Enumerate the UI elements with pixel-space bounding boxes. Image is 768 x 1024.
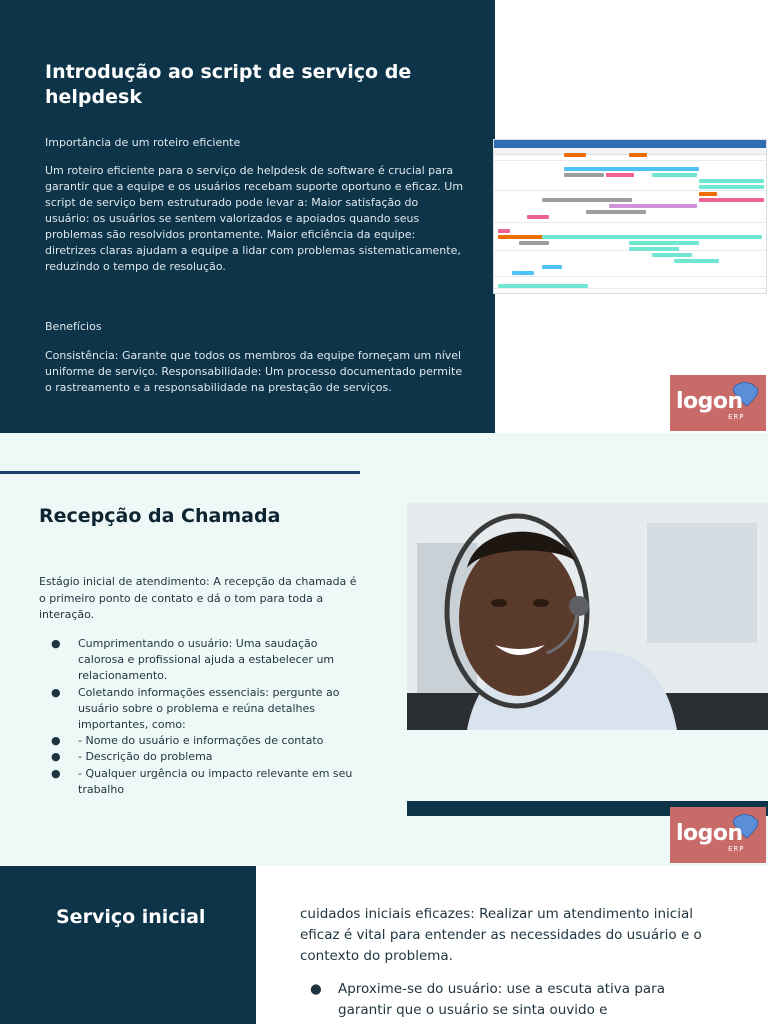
slide-intro [0,0,768,433]
bullet-icon: ● [51,734,61,748]
gantt-task-bar [498,235,543,239]
list-item-text: - Nome do usuário e informações de contato [78,734,324,748]
gantt-task-bar [542,265,562,269]
bullet-icon: ● [51,637,61,650]
list-item [300,979,710,1021]
gantt-task-bar [652,173,697,177]
list-item [39,766,359,798]
gantt-task-bar [652,253,692,257]
intro-panel [0,0,495,433]
bullet-icon: ● [51,685,61,699]
slide-initial-service [0,866,768,1024]
gantt-task-bar [674,259,719,263]
list-item-text: - Qualquer urgência ou impacto relevante em seu trabalho [78,766,353,796]
gantt-task-bar [519,241,549,245]
list-item [39,685,359,734]
gantt-task-bar [498,229,510,233]
gantt-task-bar [609,204,697,208]
gantt-task-bar [629,241,699,245]
gantt-toolbar [494,140,766,148]
section-paragraph: cuidados iniciais eficazes: Realizar um atendimento inicial eficaz é vital para entender as necessidades do usuário e o contexto do problema. [300,906,702,964]
logon-erp-logo [670,807,766,863]
section-subtitle: Importância de um roteiro eficiente [45,136,241,149]
gantt-task-bar [606,173,634,177]
gantt-task-bar [498,284,588,288]
logo-text: logon [676,821,743,846]
benefits-paragraph: Consistência: Garante que todos os membros da equipe forneçam um nível uniforme de serviço. Responsabilidade: Um processo documentado permite o rastreamento e a responsabilidade na prestação de serviços. [45,349,463,394]
accent-divider [0,471,360,474]
list-item-text: Aproxime-se do usuário: use a escuta ativa para garantir que o usuário se sinta ouvido e [338,981,665,1018]
logo-subtext: ERP [728,413,745,421]
section-title: Recepção da Chamada [39,505,281,527]
bullet-icon: ● [310,981,322,997]
logo-subtext: ERP [728,845,745,853]
gantt-task-bar [564,167,699,171]
section-panel [0,866,256,1024]
gantt-task-bar [629,153,647,157]
bullet-list [39,636,359,798]
gantt-task-bar [542,235,762,239]
logo-text: logon [676,389,743,414]
bullet-icon: ● [51,766,61,780]
gantt-task-bar [512,271,534,275]
gantt-task-bar [699,198,764,202]
list-item-text: Cumprimentando o usuário: Uma saudação calorosa e profissional ajuda a estabelecer um relacionamento. [78,637,335,683]
bullet-list [300,979,710,1021]
gantt-task-bar [629,247,679,251]
gantt-task-bar [564,153,586,157]
list-item-text: Coletando informações essenciais: pergunte ao usuário sobre o problema e reúna detalhes importantes, como: [78,685,340,732]
page-title: Introdução ao script de serviço de helpdesk [45,61,412,108]
list-item-text: - Descrição do problema [78,750,213,764]
section-title: Serviço inicial [56,906,206,928]
bullet-icon: ● [51,750,61,764]
gantt-task-bar [699,192,717,196]
list-item [39,636,359,685]
gantt-task-bar [527,215,549,219]
list-item [39,749,359,765]
benefits-heading: Benefícios [45,320,102,333]
gantt-task-bar [586,210,646,214]
section-intro: Estágio inicial de atendimento: A recepção da chamada é o primeiro ponto de contato e dá o tom para toda a interação. [39,575,357,621]
slide-call-reception [0,433,768,866]
support-agent-photo [407,503,768,730]
logon-erp-logo [670,375,766,431]
gantt-task-bar [542,198,632,202]
gantt-task-bar [564,173,604,177]
gantt-task-bar [699,179,764,183]
list-item [39,733,359,749]
gantt-task-bar [699,185,764,189]
gantt-screenshot [493,139,767,294]
intro-paragraph: Um roteiro eficiente para o serviço de helpdesk de software é crucial para garantir que a equipe e os usuários recebam suporte oportuno e eficaz. Um script de serviço bem estruturado pode levar a: Maior satisfação do usuário: os usuários se sentem valorizados e apoiados quando seus problemas são resolvidos prontamente. Maior eficiência da equipe: diretrizes claras ajudam a equipe a lidar com problemas sistematicamente, reduzindo o tempo de resolução. [45,164,464,273]
